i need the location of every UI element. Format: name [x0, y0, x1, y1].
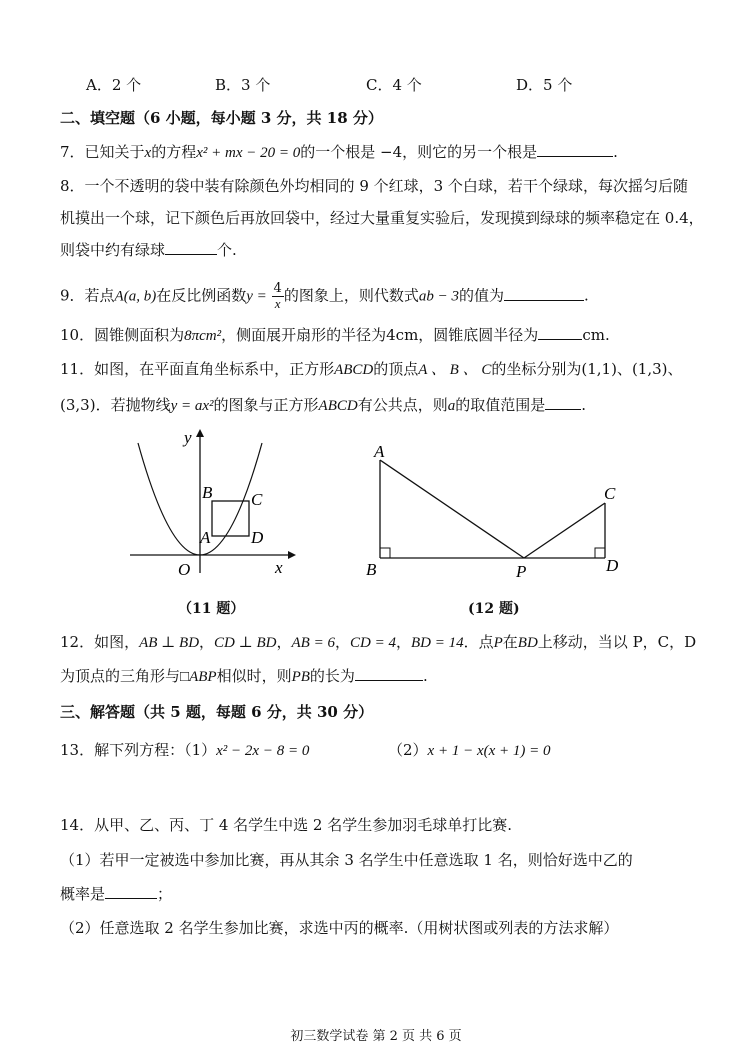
question-14-line-2: （1）若甲一定被选中参加比赛，再从其余 3 名学生中任意选取 1 名，则恰好选中乙的 [60, 851, 633, 869]
answer-blank[interactable] [538, 325, 582, 340]
question-10: 10．圆锥侧面积为8πcm²，侧面展开扇形的半径为4cm，圆锥底圆半径为 cm. [60, 326, 610, 344]
x-axis-arrow [288, 551, 296, 559]
label-a: A [200, 528, 211, 547]
label-d: D [251, 528, 264, 547]
question-9: 9．若点A(a, b)在反比例函数y = $\frac{4}{x}$ 的图象上，则代数式ab − 3的值为 . [60, 281, 589, 311]
answer-blank[interactable] [165, 240, 217, 255]
question-12-line-1: 12．如图，AB ⊥ BD，CD ⊥ BD，AB = 6，CD = 4，BD = 14．点P在BD上移动，当以 P，C，D [60, 633, 697, 651]
option-b: B．3 个 [215, 76, 271, 94]
option-d: D．5 个 [516, 76, 573, 94]
right-angle-mark-d [595, 548, 605, 558]
answer-blank[interactable] [105, 884, 157, 899]
question-13: 13．解下列方程：（1）x² − 2x − 8 = 0 [60, 741, 310, 759]
question-12-line-2: 为顶点的三角形与□ABP相似时，则PB的长为 . [60, 667, 428, 685]
option-c: C．4 个 [366, 76, 422, 94]
square-abcd [212, 501, 249, 536]
answer-blank[interactable] [545, 395, 581, 410]
right-angle-mark-b [380, 548, 390, 558]
segment-ap [380, 460, 524, 558]
figure-11-coordinate-plane [120, 425, 300, 585]
question-11-line-2: (3,3)．若抛物线y = ax²的图象与正方形ABCD有公共点，则a的取值范围是 . [60, 396, 587, 414]
answer-blank[interactable] [537, 142, 613, 157]
question-8-line-1: 8．一个不透明的袋中装有除颜色外均相同的 9 个红球，3 个白球，若干个绿球，每次摇匀后随 [60, 177, 688, 195]
y-axis-arrow [196, 429, 204, 437]
segment-pc [524, 503, 605, 558]
label-p: P [516, 562, 527, 581]
question-8-line-2: 机摸出一个球，记下颜色后再放回袋中，经过大量重复实验后，发现摸到绿球的频率稳定在 0.4， [60, 209, 704, 227]
section2-title: 二、填空题（6 小题，每小题 3 分，共 18 分） [60, 109, 383, 127]
question-11-line-1: 11．如图，在平面直角坐标系中，正方形ABCD的顶点A 、 B 、 C的坐标分别为(1,1)、(1,3)、 [60, 360, 683, 378]
label-x: x [275, 558, 283, 577]
option-a: A．2 个 [86, 76, 142, 94]
page-footer: 初三数学试卷 第 2 页 共 6 页 [290, 1029, 462, 1044]
label-o: O [178, 560, 191, 579]
section3-title: 三、解答题（共 5 题，每题 6 分，共 30 分） [60, 703, 374, 721]
label-b: B [202, 483, 213, 502]
question-14-line-3: 概率是 ； [60, 885, 173, 903]
label-a: A [374, 442, 385, 461]
question-13-part-2: （2）x + 1 − x(x + 1) = 0 [388, 741, 551, 759]
label-c: C [251, 490, 263, 509]
figure-11-caption: （11 题） [178, 601, 245, 617]
figure-12-triangles [360, 435, 630, 585]
label-b: B [366, 560, 377, 579]
figure-12-caption: (12 题) [468, 601, 520, 617]
answer-blank[interactable] [355, 666, 423, 681]
question-14-line-4: （2）任意选取 2 名学生参加比赛，求选中丙的概率.（用树状图或列表的方法求解） [60, 919, 619, 937]
answer-blank[interactable] [504, 286, 584, 301]
label-y: y [184, 428, 192, 447]
fraction: $\frac{4}{x}$ [273, 281, 282, 311]
label-c: C [604, 484, 616, 503]
label-d: D [606, 556, 619, 575]
question-8-line-3: 则袋中约有绿球 个. [60, 241, 237, 259]
question-14-line-1: 14．从甲、乙、丙、丁 4 名学生中选 2 名学生参加羽毛球单打比赛. [60, 816, 513, 834]
question-7: 7．已知关于x的方程x² + mx − 20 = 0的一个根是 −4，则它的另一个根是 . [60, 143, 618, 161]
